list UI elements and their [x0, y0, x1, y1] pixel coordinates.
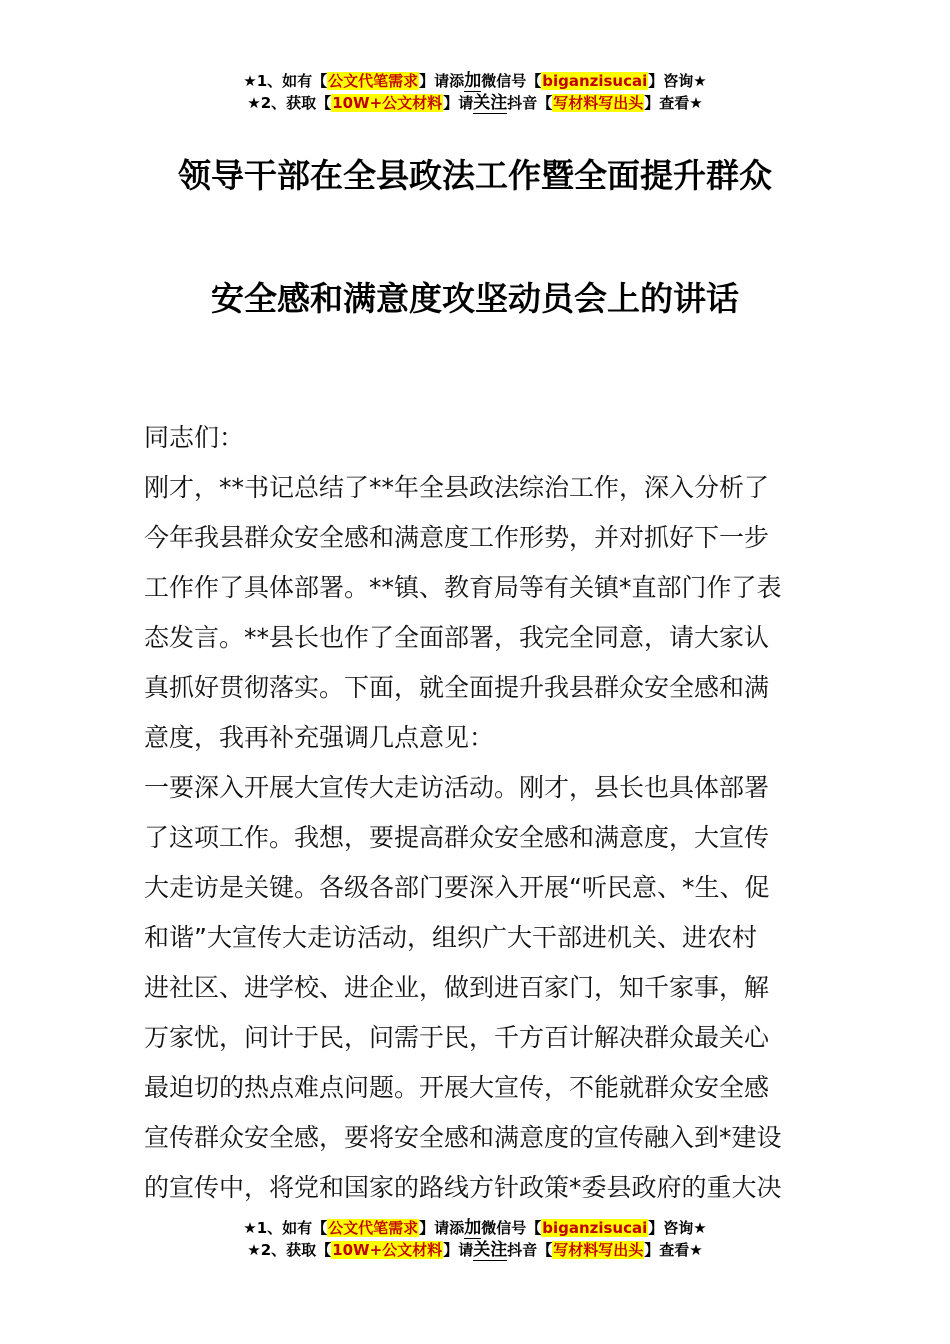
- body-line: 一要深入开展大宣传大走访活动。刚才，县长也具体部署: [144, 773, 770, 802]
- banner-line-2: [0, 1239, 950, 1261]
- body-line: 同志们：: [144, 423, 245, 452]
- banner-line-2-emph: 关注: [473, 1240, 508, 1260]
- banner-line-1-highlight-wechat: biganzisucai: [542, 1219, 648, 1237]
- banner-line-1-highlight-service: 公文代笔需求: [328, 1219, 419, 1237]
- banner-line-1-emph: 加: [464, 71, 482, 91]
- body-line: 的宣传中，将党和国家的路线方针政策*委县政府的重大决: [144, 1173, 782, 1202]
- banner-line-2-prefix: ★2、获取【: [247, 94, 332, 112]
- body-line: 进社区、进学校、进企业，做到进百家门，知千家事，解: [144, 973, 770, 1002]
- banner-line-1: [0, 70, 950, 92]
- banner-line-1-emph: 加: [464, 1218, 482, 1238]
- banner-line-1-middle: 】请添: [419, 1219, 465, 1237]
- banner-line-1-suffix: 】咨询★: [648, 1219, 707, 1237]
- body-line: 工作作了具体部署。**镇、教育局等有关镇*直部门作了表: [144, 573, 782, 602]
- banner-line-2-highlight-douyin: 写材料写出头: [553, 1241, 644, 1259]
- banner-line-2-middle-2: 抖音【: [507, 1241, 553, 1259]
- banner-line-2-middle: 】请: [443, 1241, 474, 1259]
- banner-line-1-prefix: ★1、如有【: [243, 1219, 328, 1237]
- body-line: 刚才，**书记总结了**年全县政法综治工作，深入分析了: [144, 473, 770, 502]
- body-line: 今年我县群众安全感和满意度工作形势，并对抓好下一步: [144, 523, 770, 552]
- header-banner: [0, 70, 950, 114]
- banner-line-1-middle-2: 微信号【: [481, 72, 542, 90]
- banner-line-1-middle-2: 微信号【: [481, 1219, 542, 1237]
- banner-line-1-highlight-service: 公文代笔需求: [328, 72, 419, 90]
- document-body: [144, 413, 809, 1213]
- banner-line-1: [0, 1217, 950, 1239]
- document-title-line-2: 安全感和满意度攻坚动员会上的讲话: [211, 279, 739, 318]
- footer-banner: [0, 1217, 950, 1261]
- body-line: 宣传群众安全感，要将安全感和满意度的宣传融入到*建设: [144, 1123, 782, 1152]
- body-line: 万家忧，问计于民，问需于民，千方百计解决群众最关心: [144, 1023, 770, 1052]
- banner-line-2-highlight-materials: 10W+公文材料: [332, 94, 443, 112]
- banner-line-1-middle: 】请添: [419, 72, 465, 90]
- banner-line-2-emph: 关注: [473, 93, 508, 113]
- body-line: 了这项工作。我想，要提高群众安全感和满意度，大宣传: [144, 823, 770, 852]
- banner-line-2-highlight-materials: 10W+公文材料: [332, 1241, 443, 1259]
- body-line: 最迫切的热点难点问题。开展大宣传，不能就群众安全感: [144, 1073, 770, 1102]
- body-line: 和谐”大宣传大走访活动，组织广大干部进机关、进农村: [144, 923, 757, 952]
- document-title-line-1: 领导干部在全县政法工作暨全面提升群众: [178, 156, 772, 195]
- banner-line-1-prefix: ★1、如有【: [243, 72, 328, 90]
- banner-line-2-middle: 】请: [443, 94, 474, 112]
- body-line: 大走访是关键。各级各部门要深入开展“听民意、*生、促: [144, 873, 770, 902]
- banner-line-2: [0, 92, 950, 114]
- banner-line-2-middle-2: 抖音【: [507, 94, 553, 112]
- banner-line-1-highlight-wechat: biganzisucai: [542, 72, 648, 90]
- banner-line-1-suffix: 】咨询★: [648, 72, 707, 90]
- banner-line-2-prefix: ★2、获取【: [247, 1241, 332, 1259]
- body-line: 意度，我再补充强调几点意见：: [144, 723, 495, 752]
- banner-line-2-suffix: 】查看★: [644, 94, 703, 112]
- banner-line-2-suffix: 】查看★: [644, 1241, 703, 1259]
- body-line: 态发言。**县长也作了全面部署，我完全同意，请大家认: [144, 623, 770, 652]
- body-line: 真抓好贯彻落实。下面，就全面提升我县群众安全感和满: [144, 673, 770, 702]
- banner-line-2-highlight-douyin: 写材料写出头: [553, 94, 644, 112]
